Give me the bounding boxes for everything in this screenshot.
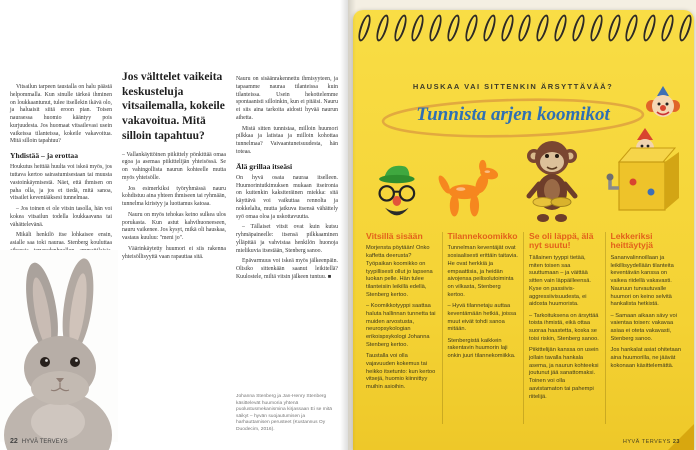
left-column-3 [236, 76, 338, 388]
body-paragraph: – Jos toinen ei ole vitsin tasolla, hän voi kokea vitsailun todella loukkaavana tai vähättelevänä. [10, 206, 112, 228]
rabbit-illustration [0, 250, 118, 442]
rabbit-photo [0, 250, 118, 442]
column-paragraph: – Hyvä tilannetaju auttaa keventämään hetkiä, joissa muut eivät tohdi sanoa mitään. [447, 303, 517, 333]
spiral-coil [516, 13, 533, 42]
column-paragraph: Stenbergistä kaikkein rakentavin huumorin laji onkin juuri tilannekomiikka. [447, 337, 516, 360]
spiral-coil [463, 13, 480, 42]
pull-quote-question: Jos välttelet vaikeita keskusteluja vitsailemalla, kokeile vakavoitua. Mitä silloin tapahtuu? [122, 71, 225, 142]
spiral-coil [392, 13, 409, 42]
book-credit-caption: Johanna Stenberg ja Jan-Henry Stenberg käsittelevät huumoria yhtenä puolustusmekanismina kirjassaan Ei se mitä säikyt – hyvän suojautumisen ja harhauttamisen perusteet (Kustannus Oy Duodecim, 2016). [236, 394, 332, 433]
page-title: Tunnista arjen koomikot [416, 104, 610, 125]
column-heading: Lekkeriksi heittäytyjä [610, 231, 654, 251]
column-lekkeriksi-heittaytyja [605, 232, 687, 424]
body-paragraph: Houkutus heittää huulta voi iskeä myös, jos tuttava kertoo sairastumisestaan tai muusta vastoinkäymisestä. Näet, että ihmisen on paha olla, ja jos et tiedä, mitä sanoa, vitsailet keventääksesi tunnelmaa. [10, 164, 112, 202]
page-gutter-shadow [340, 0, 356, 450]
spiral-coil [534, 13, 551, 42]
spiral-coil [605, 13, 622, 42]
column-paragraph: – Koomikkotyyppi saattaa haluta hallinnan tunnetta tai muiden arvostusta, neuropsykologian erikoispsykologi Johanna Stenberg kertoo. [366, 303, 436, 348]
column-vitsilla-sisaan [361, 232, 442, 424]
body-paragraph: Vitsailun tarpeen taustalla on halu päästä helpommalla. Kun sinulle tärkeä ihminen on loukkaantunut, tulee itsellekin ikävä olo, ja haluaisit siitä eroon pian. Toisen nauraessa huomio kääntyy pois kurjuudesta. Jos huomaat vitsailevasi usein vaikeissa tilanteissa, kokeile vakavoitua. Mitä silloin tapahtuu? [10, 84, 112, 145]
column-paragraph: Taustalla voi olla vajavuuden kokemus tai heikko itsetunto: kun kertoo vitsejä, huomio kiinnittyy muihin asioihin. [366, 353, 436, 391]
spiral-coil [552, 13, 569, 42]
column-se-oli-lappa [523, 232, 605, 424]
spiral-coil [427, 13, 444, 42]
groucho-glasses-icon [369, 158, 423, 222]
magazine-name: HYVÄ TERVEYS [622, 439, 671, 445]
spiral-binding [360, 14, 690, 44]
column-paragraph: – Samaan aikaan sävy voi vaientaa toisen: vakavaa asiaa ei oteta vakavasti, Stenberg sanoo. [610, 312, 677, 342]
body-paragraph: – Vallankäyttöinen piikittely pönkittää omaa egoa ja asemaa piikittelijän yhteisössä. Se on vahingollista naurun kohteelle mutta myös yhteisölle. [122, 151, 226, 181]
spiral-coil [481, 13, 498, 42]
body-paragraph: Mikäli henkilö itse lohkaisee ensin, asialle saa toki nauraa. Stenberg kouluttaa [10, 232, 112, 247]
left-column-2 [122, 70, 226, 432]
magazine-name: HYVÄ TERVEYS [21, 439, 68, 445]
right-page [348, 0, 696, 450]
spiral-coil [445, 13, 462, 42]
column-paragraph: Tällainen tyyppi tietää, miten toisen saa suuttumaan – ja väittää sitten vain läppäilleensä. Kyse on passiivis-aggressiivisuudesta, ei aidosta huumorista. [529, 254, 591, 308]
body-paragraph: On hyvä osata nauraa itselleen. Huumorintutkimuksen mukaan itseironia on kuitenkin kaksiteräinen miekka: sitä käyttävä voi vaikuttaa rennolta ja nokkelalta, mutta jatkuva itsensä vähättely syö omaa oloa ja uskottavuutta. [236, 174, 338, 220]
left-page-footer [10, 438, 68, 445]
body-paragraph: – Tällaiset vitsit ovat kuin kutsu ryhmäpaineelle: itsensä pilkkaaminen ylläpitää ja vahvistaa henkilön huonoja mielikuvia itsestään, Stenberg sanoo. [236, 224, 338, 254]
column-paragraph: Jos hankalat asiat ohitetaan aina huumorilla, ne jäävät kokonaan käsittelemättä. [610, 347, 682, 369]
spiral-coil [659, 13, 676, 42]
body-paragraph: Väärinkäytetty huumori ei siis rakenna yhteisöllisyyttä vaan rapauttaa sitä. [122, 246, 226, 260]
spiral-coil [409, 13, 426, 42]
jack-in-the-box-icon [599, 126, 691, 226]
body-paragraph: Epävarmuus voi iskeä myös jälkeenpäin. Olisiko sittenkään saanut leikitellä? Kuulostele, miltä vitsin jälkeen tuntuu. ■ [236, 258, 338, 281]
kicker-text: HAUSKAA VAI SITTENKIN ÄRSYTTÄVÄÄ? [412, 82, 614, 91]
column-paragraph: – Tarkoituksena on ärsyttää toista ihmistä, eikä ottaa suoraa haastetta, koska se toisi riskin, Stenberg sanoo. [529, 312, 599, 342]
spiral-coil [623, 13, 640, 42]
body-paragraph: Nauru on sisäänrakennettu ihmisyyteen, ja tapaamme nauraa tilanteissa kuin tilanteissa. Usein hekottelemme spontaanisti silloinkin, kun ei pitäisi. Nauru ei siis aina tarkoita aidosti hyvää naurun aihetta. [236, 76, 338, 121]
page-number: 23 [672, 439, 680, 445]
right-page-footer [623, 439, 680, 445]
column-paragraph: Tunnelman keventäjät ovat sosiaalisesti erittäin taitavia. He ovat herkkiä ja empaattisia, ja heidän aivojensa peilisolutoiminta on vilkasta, Stenberg kertoo. [447, 245, 518, 298]
column-paragraph: Morjensta pöytään! Onko kaffetta deerusta? Työpaikan koomikko on tyypillisesti ollut jo lapsena luokan pelle. Hän tulee tilanteisiin leikillä edellä, Stenberg kertoo. [366, 245, 433, 298]
yellow-notepad [353, 10, 694, 450]
section-heading: Älä grillaa itseäsi [236, 161, 293, 171]
column-paragraph: Piikittelijän kanssa on usein jollain tavalla hankala asema, ja naurun kohteeksi joutunut jää sanattomaksi. Toinen voi olla aavistamaton tai pahempi riitelijä. [529, 347, 599, 400]
body-paragraph: Nauru on myös tehokas keino sulkea ulos porukasta. Kun astut kahvihuoneeseen, nauru vaikenee. Jos kysyt, mikä oli hauskaa, vastaus kuuluu: "meni jo". [122, 211, 226, 242]
left-column-1 [10, 84, 112, 248]
column-heading: Vitsillä sisään [366, 231, 423, 241]
spiral-coil [588, 13, 605, 42]
spiral-coil [374, 13, 391, 42]
body-paragraph: Jos esimerkiksi työryhmässä nauru kohdistuu aina yhteen ihmiseen tai ryhmään, tunnelma kiristyy ja luottamus katoaa. [122, 185, 226, 208]
column-heading: Se oli läppä, älä nyt suutu! [529, 231, 594, 251]
body-paragraph: Mistä sitten tunnistaa, milloin huumori pilkkaa ja latistaa ja milloin kohottaa tunnelmaa? Vaivaantuneisuudesta, hän toteaa. [236, 125, 338, 155]
page-number: 22 [10, 438, 18, 445]
cymbal-monkey-icon [521, 132, 583, 224]
column-paragraph: Sananvalinnoillaan ja leikillisyydellään tilanteita keventävän kanssa on vaikea riidellä vakavasti. Nauruun turvautuvalle huumori on keino selvitä hankalista hetkistä. [610, 254, 674, 308]
spiral-coil [499, 13, 516, 42]
column-tilannekoomikko [442, 232, 524, 424]
comedian-type-columns [361, 232, 686, 424]
column-heading: Tilannekoomikko [447, 231, 518, 241]
spiral-coil [570, 13, 587, 42]
section-heading: Yhdistää – ja erottaa [10, 151, 78, 161]
balloon-dog-icon [437, 160, 501, 220]
corner-fold [668, 424, 694, 450]
clown-face-icon [645, 84, 681, 124]
spiral-coil [641, 13, 658, 42]
